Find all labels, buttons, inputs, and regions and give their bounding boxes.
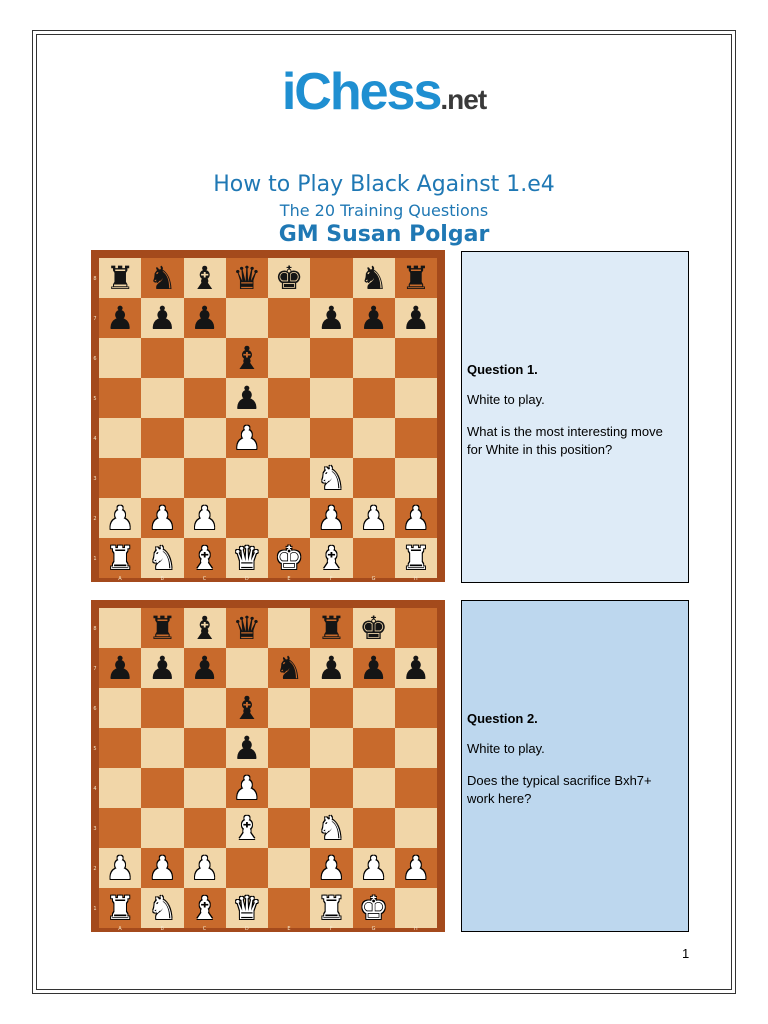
white-pawn-icon: ♟: [105, 849, 135, 887]
square-f8: [310, 608, 352, 648]
black-pawn-icon: ♟: [232, 729, 262, 767]
black-knight-icon: ♞: [274, 649, 304, 687]
black-pawn-icon: ♟: [401, 649, 431, 687]
white-pawn-icon: ♟: [317, 499, 346, 537]
square-h4: [395, 418, 437, 458]
square-g1: [353, 888, 395, 928]
square-a3: [99, 808, 141, 848]
black-rook-icon: ♜: [401, 259, 431, 297]
white-pawn-icon: ♟: [401, 849, 431, 887]
chess-diagram-1: [91, 250, 445, 582]
square-b6: [141, 338, 183, 378]
square-a2: [99, 848, 141, 888]
question-title: Question 1.: [467, 362, 538, 377]
square-g4: [353, 768, 395, 808]
square-a8: [99, 258, 141, 298]
square-d8: [226, 258, 268, 298]
white-rook-icon: ♜: [401, 539, 431, 577]
square-f4: [310, 768, 352, 808]
square-e8: [268, 608, 310, 648]
square-f3: [310, 808, 352, 848]
file-label: F: [329, 926, 333, 932]
square-c8: [184, 258, 226, 298]
black-rook-icon: ♜: [105, 259, 135, 297]
black-bishop-icon: ♝: [190, 609, 219, 647]
document-title: How to Play Black Against 1.e4: [213, 172, 555, 197]
rank-label: 6: [93, 706, 97, 712]
black-rook-icon: ♜: [317, 609, 346, 647]
question-text: What is the most interesting move for White in this position?: [467, 424, 663, 457]
file-label: A: [118, 576, 122, 582]
square-h5: [395, 378, 437, 418]
square-a7: [99, 648, 141, 688]
chess-board: [99, 608, 437, 928]
square-b1: [141, 538, 183, 578]
square-f7: [310, 298, 352, 338]
file-label: D: [244, 926, 249, 932]
file-label: A: [118, 926, 122, 932]
square-d8: [226, 608, 268, 648]
black-bishop-icon: ♝: [232, 689, 262, 727]
question-title: Question 2.: [467, 711, 538, 726]
white-rook-icon: ♜: [317, 889, 346, 927]
black-knight-icon: ♞: [359, 259, 388, 297]
square-f1: [310, 538, 352, 578]
rank-label: 8: [93, 626, 97, 632]
square-e6: [268, 688, 310, 728]
file-label: B: [160, 926, 164, 932]
square-c3: [184, 808, 226, 848]
logo-brand: iChess: [281, 63, 441, 121]
square-e3: [268, 808, 310, 848]
file-label: C: [202, 576, 207, 582]
square-h3: [395, 808, 437, 848]
white-king-icon: ♚: [359, 889, 388, 927]
white-pawn-icon: ♟: [232, 419, 262, 457]
square-c1: [184, 538, 226, 578]
white-knight-icon: ♞: [317, 809, 346, 847]
rank-label: 1: [93, 556, 97, 562]
square-b7: [141, 648, 183, 688]
white-rook-icon: ♜: [105, 889, 135, 927]
black-pawn-icon: ♟: [190, 649, 219, 687]
file-label: G: [371, 576, 376, 582]
square-a7: [99, 298, 141, 338]
square-c5: [184, 728, 226, 768]
square-d7: [226, 298, 268, 338]
square-a1: [99, 888, 141, 928]
white-bishop-icon: ♝: [317, 539, 346, 577]
square-c7: [184, 648, 226, 688]
black-queen-icon: ♛: [232, 609, 262, 647]
square-g8: [353, 258, 395, 298]
black-pawn-icon: ♟: [190, 299, 219, 337]
square-f6: [310, 688, 352, 728]
square-f4: [310, 418, 352, 458]
square-h3: [395, 458, 437, 498]
square-a4: [99, 768, 141, 808]
square-c7: [184, 298, 226, 338]
square-b2: [141, 848, 183, 888]
square-c1: [184, 888, 226, 928]
square-e1: [268, 538, 310, 578]
rank-label: 2: [93, 516, 97, 522]
black-pawn-icon: ♟: [105, 299, 135, 337]
black-pawn-icon: ♟: [359, 649, 388, 687]
square-c3: [184, 458, 226, 498]
rank-label: 6: [93, 356, 97, 362]
white-rook-icon: ♜: [105, 539, 135, 577]
square-b5: [141, 728, 183, 768]
square-d3: [226, 808, 268, 848]
square-e7: [268, 648, 310, 688]
square-c2: [184, 848, 226, 888]
square-d4: [226, 768, 268, 808]
square-a5: [99, 728, 141, 768]
square-d6: [226, 688, 268, 728]
black-pawn-icon: ♟: [148, 649, 177, 687]
white-pawn-icon: ♟: [232, 769, 262, 807]
square-g3: [353, 808, 395, 848]
white-pawn-icon: ♟: [148, 849, 177, 887]
file-label: E: [287, 926, 291, 932]
square-b7: [141, 298, 183, 338]
square-a8: [99, 608, 141, 648]
white-queen-icon: ♛: [232, 539, 262, 577]
square-g4: [353, 418, 395, 458]
square-h8: [395, 608, 437, 648]
square-c6: [184, 338, 226, 378]
black-pawn-icon: ♟: [317, 649, 346, 687]
white-pawn-icon: ♟: [190, 849, 219, 887]
square-h2: [395, 498, 437, 538]
square-h5: [395, 728, 437, 768]
square-e2: [268, 848, 310, 888]
black-queen-icon: ♛: [232, 259, 262, 297]
square-g8: [353, 608, 395, 648]
black-rook-icon: ♜: [148, 609, 177, 647]
square-c4: [184, 768, 226, 808]
square-d3: [226, 458, 268, 498]
square-a2: [99, 498, 141, 538]
question-box-2: [461, 600, 689, 932]
square-e6: [268, 338, 310, 378]
black-pawn-icon: ♟: [317, 299, 346, 337]
rank-label: 1: [93, 906, 97, 912]
square-f8: [310, 258, 352, 298]
square-f5: [310, 378, 352, 418]
file-label: H: [413, 576, 418, 582]
rank-label: 7: [93, 316, 97, 322]
square-b4: [141, 418, 183, 458]
square-g2: [353, 848, 395, 888]
black-king-icon: ♚: [359, 609, 388, 647]
question-side-to-move: White to play.: [467, 741, 545, 756]
square-c5: [184, 378, 226, 418]
white-queen-icon: ♛: [232, 889, 262, 927]
square-b8: [141, 258, 183, 298]
square-g6: [353, 338, 395, 378]
square-c2: [184, 498, 226, 538]
square-e5: [268, 378, 310, 418]
logo-tld: .net: [440, 84, 487, 115]
square-e7: [268, 298, 310, 338]
square-d5: [226, 378, 268, 418]
square-g3: [353, 458, 395, 498]
rank-label: 3: [93, 826, 97, 832]
square-c4: [184, 418, 226, 458]
square-b4: [141, 768, 183, 808]
square-h1: [395, 538, 437, 578]
square-h4: [395, 768, 437, 808]
white-king-icon: ♚: [274, 539, 304, 577]
black-bishop-icon: ♝: [190, 259, 219, 297]
chess-diagram-2: [91, 600, 445, 932]
square-b2: [141, 498, 183, 538]
black-bishop-icon: ♝: [232, 339, 262, 377]
square-h6: [395, 688, 437, 728]
square-h6: [395, 338, 437, 378]
square-b6: [141, 688, 183, 728]
black-pawn-icon: ♟: [232, 379, 262, 417]
square-b8: [141, 608, 183, 648]
chess-board: [99, 258, 437, 578]
square-a4: [99, 418, 141, 458]
white-bishop-icon: ♝: [190, 539, 219, 577]
square-f2: [310, 498, 352, 538]
square-g1: [353, 538, 395, 578]
square-a1: [99, 538, 141, 578]
square-h8: [395, 258, 437, 298]
file-label: D: [244, 576, 249, 582]
white-pawn-icon: ♟: [105, 499, 135, 537]
square-f2: [310, 848, 352, 888]
square-b1: [141, 888, 183, 928]
square-e4: [268, 418, 310, 458]
question-side-to-move: White to play.: [467, 392, 545, 407]
white-knight-icon: ♞: [317, 459, 346, 497]
file-label: B: [160, 576, 164, 582]
white-knight-icon: ♞: [148, 889, 177, 927]
square-a6: [99, 688, 141, 728]
square-a5: [99, 378, 141, 418]
square-c6: [184, 688, 226, 728]
square-d1: [226, 538, 268, 578]
square-e8: [268, 258, 310, 298]
square-f7: [310, 648, 352, 688]
file-label: G: [371, 926, 376, 932]
square-e3: [268, 458, 310, 498]
ichess-logo: [0, 62, 768, 122]
square-d2: [226, 848, 268, 888]
square-h2: [395, 848, 437, 888]
black-king-icon: ♚: [274, 259, 304, 297]
square-g6: [353, 688, 395, 728]
white-pawn-icon: ♟: [190, 499, 219, 537]
rank-label: 2: [93, 866, 97, 872]
black-pawn-icon: ♟: [105, 649, 135, 687]
square-f6: [310, 338, 352, 378]
white-pawn-icon: ♟: [359, 499, 388, 537]
black-pawn-icon: ♟: [359, 299, 388, 337]
square-h7: [395, 298, 437, 338]
black-pawn-icon: ♟: [401, 299, 431, 337]
white-pawn-icon: ♟: [359, 849, 388, 887]
white-pawn-icon: ♟: [148, 499, 177, 537]
square-d2: [226, 498, 268, 538]
rank-label: 5: [93, 396, 97, 402]
square-d6: [226, 338, 268, 378]
square-b3: [141, 458, 183, 498]
square-d7: [226, 648, 268, 688]
rank-label: 5: [93, 746, 97, 752]
white-bishop-icon: ♝: [232, 809, 262, 847]
document-subtitle: The 20 Training Questions: [279, 201, 489, 220]
document-author: GM Susan Polgar: [278, 222, 490, 247]
white-knight-icon: ♞: [148, 539, 177, 577]
white-pawn-icon: ♟: [401, 499, 431, 537]
square-h1: [395, 888, 437, 928]
black-knight-icon: ♞: [148, 259, 177, 297]
square-d5: [226, 728, 268, 768]
black-pawn-icon: ♟: [148, 299, 177, 337]
square-g5: [353, 378, 395, 418]
square-e4: [268, 768, 310, 808]
square-f3: [310, 458, 352, 498]
square-e5: [268, 728, 310, 768]
white-bishop-icon: ♝: [190, 889, 219, 927]
white-pawn-icon: ♟: [317, 849, 346, 887]
file-label: H: [413, 926, 418, 932]
square-f1: [310, 888, 352, 928]
file-label: E: [287, 576, 291, 582]
square-a6: [99, 338, 141, 378]
rank-label: 4: [93, 436, 97, 442]
square-a3: [99, 458, 141, 498]
square-g7: [353, 648, 395, 688]
square-b3: [141, 808, 183, 848]
square-c8: [184, 608, 226, 648]
square-f5: [310, 728, 352, 768]
page-number: 1: [682, 946, 690, 961]
question-text: Does the typical sacrifice Bxh7+ work here?: [467, 773, 652, 806]
square-g5: [353, 728, 395, 768]
question-box-1: [461, 251, 689, 583]
file-label: F: [329, 576, 333, 582]
square-e2: [268, 498, 310, 538]
square-h7: [395, 648, 437, 688]
square-g7: [353, 298, 395, 338]
square-b5: [141, 378, 183, 418]
square-d1: [226, 888, 268, 928]
square-d4: [226, 418, 268, 458]
rank-label: 7: [93, 666, 97, 672]
square-e1: [268, 888, 310, 928]
rank-label: 3: [93, 476, 97, 482]
file-label: C: [202, 926, 207, 932]
rank-label: 8: [93, 276, 97, 282]
rank-label: 4: [93, 786, 97, 792]
square-g2: [353, 498, 395, 538]
